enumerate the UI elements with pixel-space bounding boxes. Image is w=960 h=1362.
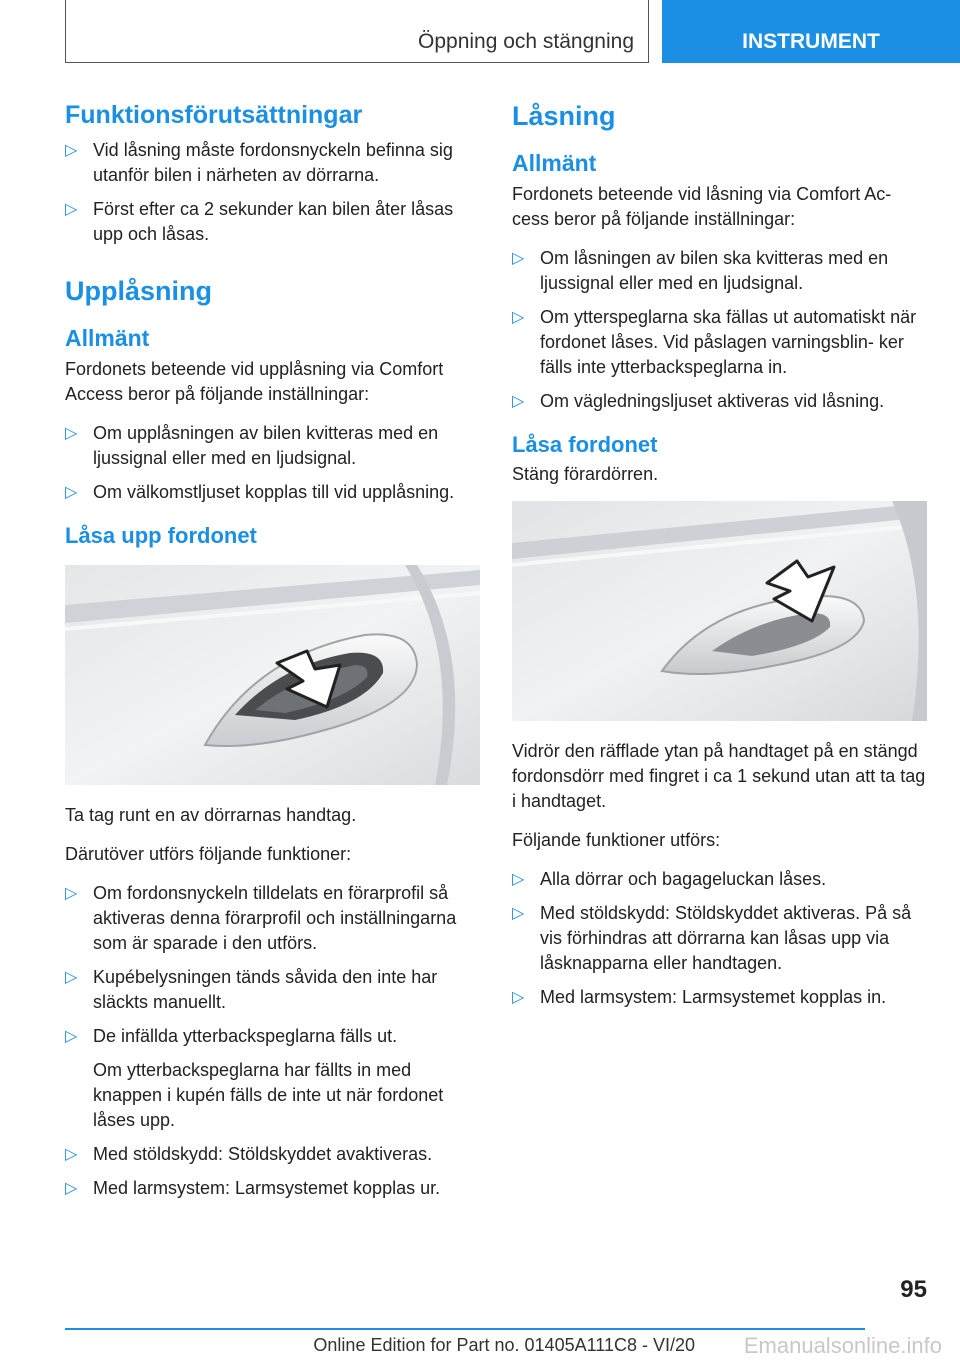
triangle-bullet-icon: ▷ <box>65 483 78 501</box>
triangle-bullet-icon: ▷ <box>512 249 525 267</box>
list-item: ▷ Kupébelysningen tänds såvida den inte har släckts manuellt. <box>65 967 438 1013</box>
header-section-title: Öppning och stängning <box>418 30 634 53</box>
unlock-functions-list <box>65 881 480 1201</box>
footer-divider <box>65 1328 865 1330</box>
triangle-bullet-icon: ▷ <box>512 989 525 1007</box>
list-item: ▷ Alla dörrar och bagageluckan låses. <box>512 867 927 892</box>
functions-intro: Därutöver utförs följande funktioner: <box>65 844 352 865</box>
header-frame <box>65 0 649 63</box>
triangle-bullet-icon: ▷ <box>512 905 525 923</box>
functions-intro: Följande funktioner utförs: <box>512 830 721 851</box>
touch-instruction: Vidrör den räfflade ytan på handtaget på en stängd fordonsdörr med fingret i ca 1 sekund utan att ta tag i handtaget. <box>512 741 926 812</box>
triangle-bullet-icon: ▷ <box>65 142 78 159</box>
heading-allmant: Allmänt <box>512 150 597 177</box>
footer-edition: Online Edition for Part no. 01405A111C8 - VI/20 <box>313 1335 695 1355</box>
header-chapter-tab[interactable] <box>662 0 960 63</box>
header-chapter-label: INSTRUMENT <box>742 30 880 53</box>
door-handle-lock-image <box>512 501 927 721</box>
door-handle-unlock-image <box>65 565 480 785</box>
heading-lasa-upp-fordonet: Låsa upp fordonet <box>65 522 257 548</box>
left-column <box>65 100 480 1217</box>
list-item: ▷ Med larmsystem: Larmsystemet kopplas in. <box>512 985 927 1010</box>
list-item: ▷ Om välkomstljuset kopplas till vid upplåsning. <box>65 480 480 505</box>
right-column <box>512 100 927 1026</box>
lock-functions-list <box>512 867 927 1010</box>
heading-upplasning: Upplåsning <box>65 276 212 306</box>
list-item: ▷ Med stöldskydd: Stöldskyddet avaktiveras. <box>65 1142 480 1167</box>
list-item: ▷ Om ytterspeglarna ska fällas ut automatiskt när fordonet låses. Vid påslagen varningsblin‐ ker fälls inte ytterbackspeglarna in. <box>512 306 917 377</box>
grip-instruction: Ta tag runt en av dörrarnas handtag. <box>65 805 357 826</box>
list-item: ▷ Med larmsystem: Larmsystemet kopplas ur. <box>65 1176 480 1201</box>
list-item: ▷ Om upplåsningen av bilen kvitteras med en ljussignal eller med en ljudsignal. <box>65 422 439 468</box>
list-item: ▷ Om vägledningsljuset aktiveras vid låsning. <box>512 389 927 414</box>
page-number: 95 <box>900 1276 927 1303</box>
list-item: ▷ Med stöldskydd: Stöldskyddet aktiveras. På så vis förhindras att dörrarna kan låsas upp via låsknapparna eller handtagen. <box>512 903 912 974</box>
triangle-bullet-icon: ▷ <box>512 308 525 326</box>
close-door-instruction: Stäng förardörren. <box>512 464 659 485</box>
list-item: ▷ Vid låsning måste fordonsnyckeln befinna sig utanför bilen i närheten av dörrarna. <box>65 140 453 185</box>
triangle-bullet-icon: ▷ <box>65 1180 78 1198</box>
triangle-bullet-icon: ▷ <box>512 392 525 410</box>
lock-settings-list <box>512 246 927 414</box>
triangle-bullet-icon: ▷ <box>65 201 78 218</box>
list-item: ▷ Först efter ca 2 sekunder kan bilen åter låsas upp och låsas. <box>65 199 454 244</box>
triangle-bullet-icon: ▷ <box>512 871 525 889</box>
heading-lasa-fordonet: Låsa fordonet <box>512 431 658 457</box>
allmant-text: Fordonets beteende vid låsning via Comfort Ac‐ cess beror på följande inställningar: <box>512 183 892 229</box>
triangle-bullet-icon: ▷ <box>65 424 78 442</box>
allmant-text: Fordonets beteende vid upplåsning via Comfort Access beror på följande inställningar: <box>65 358 444 404</box>
list-item: ▷ Om fordonsnyckeln tilldelats en förarprofil så aktiveras denna förarprofil och inställningarna som är sparade i den utförs. <box>65 883 457 954</box>
triangle-bullet-icon: ▷ <box>65 885 78 903</box>
funktion-list <box>65 138 480 247</box>
triangle-bullet-icon: ▷ <box>65 969 78 987</box>
heading-lasning: Låsning <box>512 101 616 131</box>
triangle-bullet-icon: ▷ <box>65 1146 78 1164</box>
list-item: ▷ Om låsningen av bilen ska kvitteras med en ljussignal eller med en ljudsignal. <box>512 247 889 293</box>
heading-funktionsforutsattningar: Funktionsförutsättningar <box>65 101 363 129</box>
mirror-note: Om ytterbackspeglarna har fällts in med knappen i kupén fälls de inte ut när fordonet låses upp. <box>93 1060 444 1131</box>
list-item: ▷ De infällda ytterbackspeglarna fälls ut. Om ytterbackspeglarna har fällts in med knappen i kupén fälls de inte ut när fordonet låses upp. <box>65 1024 480 1133</box>
watermark: Emanualsonline.info <box>743 1333 942 1358</box>
allmant-list <box>65 421 480 505</box>
heading-allmant: Allmänt <box>65 325 150 352</box>
triangle-bullet-icon: ▷ <box>65 1028 78 1046</box>
